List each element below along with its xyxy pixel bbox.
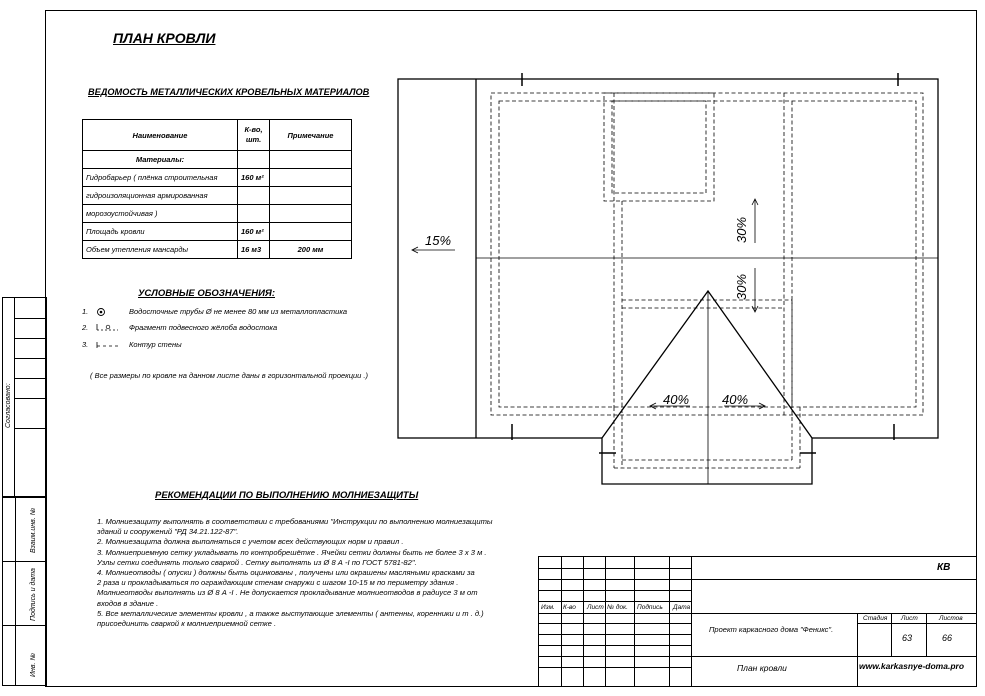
roof-plan bbox=[390, 70, 950, 495]
table-row: Гидробарьер ( плёнка строительная 160 м² bbox=[83, 169, 352, 187]
side-strip-stamp bbox=[2, 496, 47, 686]
gutter-icon bbox=[96, 322, 120, 332]
side-strip-agreed bbox=[2, 297, 47, 498]
sheet-number: 63 bbox=[902, 633, 913, 643]
replace-inv-label: Взаим.инв. № bbox=[30, 507, 37, 553]
inv-no-label: Инв. № bbox=[30, 653, 37, 677]
sheets-total: 66 bbox=[942, 633, 953, 643]
section-label: Материалы: bbox=[83, 151, 238, 169]
downpipe-icon bbox=[96, 307, 108, 317]
slope-label-gable-right: 40% bbox=[722, 392, 749, 407]
wall-outline-icon bbox=[96, 340, 122, 350]
col-qty: К-во, шт. bbox=[238, 120, 270, 151]
slope-label-left: 15% bbox=[425, 233, 452, 248]
stamp-code: КВ bbox=[937, 562, 951, 573]
table-row: гидроизоляционная армированная bbox=[83, 187, 352, 205]
col-note: Примечание bbox=[270, 120, 352, 151]
sign-date-label: Подпись и дата bbox=[30, 568, 37, 621]
slope-label-gable-left: 40% bbox=[663, 392, 690, 407]
slope-label-top: 30% bbox=[734, 216, 749, 243]
recommendations-heading: РЕКОМЕНДАЦИИ ПО ВЫПОЛНЕНИЮ МОЛНИЕЗАЩИТЫ bbox=[155, 490, 419, 501]
materials-heading: ВЕДОМОСТЬ МЕТАЛЛИЧЕСКИХ КРОВЕЛЬНЫХ МАТЕРИАЛОВ bbox=[88, 87, 370, 97]
table-row: морозоустойчивая ) bbox=[83, 205, 352, 223]
table-row: Объем утепления мансарды 16 м3 200 мм bbox=[83, 241, 352, 259]
legend-note: ( Все размеры по кровле на данном листе даны в горизонтальной проекции .) bbox=[90, 371, 369, 380]
col-name: Наименование bbox=[83, 120, 238, 151]
slope-label-middle: 30% bbox=[734, 273, 749, 300]
sheet-name: План кровли bbox=[737, 663, 787, 673]
materials-table bbox=[82, 119, 352, 259]
project-name: Проект каркасного дома "Феникс". bbox=[709, 625, 834, 634]
website: www.karkasnye-doma.pro bbox=[859, 661, 965, 671]
title-block: Изм. К-во Лист № док. Подпись Дата КВ Проект каркасного дома "Феникс". Стадия Лист Листов 63 66 План кровли www.karkasnye-doma.pro bbox=[538, 556, 976, 686]
agreed-label: Согласовано: bbox=[5, 383, 12, 428]
legend-heading: УСЛОВНЫЕ ОБОЗНАЧЕНИЯ: bbox=[138, 288, 275, 299]
recommendations-text: 1. Молниезащиту выполнять в соответствии с требованиями "Инструкции по выполнению молниезащиты зданий и сооружений "РД 34.21.122-87". 2. Молниезащита должна выполняться с учетом всех действующих норм и правил . 3. Молниеприемную сетку укладывать по контробрешётке . Ячейки сетки должны быть не более 3 х 3 м . Узлы сетки соединять только сваркой . Сетку выполнять из Ø 8 А -I по ГОСТ 5781-82". 4. Молниеотводы ( опуски ) должны быть оцинкованы , получены или окрашены масляными красками за 2 раза и прокладываться по ограждающим стенам снаружи с шагом 10-15 м по периметру здания . Молниеотводы выполнять из Ø 8 А -I . Не допускается прокладывание молниеотводов в радиусе 3 м от входов в здание . 5. Все металлические элементы кровли , а также выступающие элементы ( антенны, коренники и т . д.) присоединить сваркой к молниеприемной сетке . bbox=[97, 517, 493, 629]
page-title: ПЛАН КРОВЛИ bbox=[113, 30, 216, 46]
table-row: Площадь кровли 160 м² bbox=[83, 223, 352, 241]
